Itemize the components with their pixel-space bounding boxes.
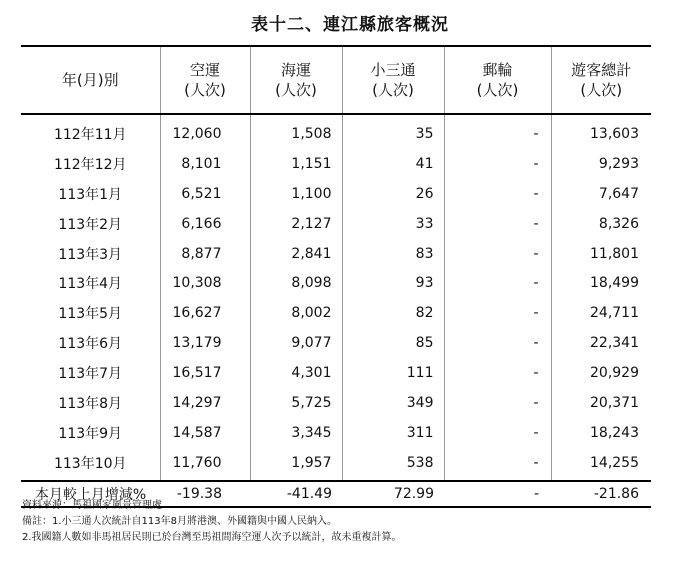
mini-three-links-cell: 93 [342,268,444,298]
total-cell: 22,341 [551,328,651,358]
cruise-cell: - [444,149,551,179]
cruise-cell: - [444,358,551,388]
sea-cell: 1,100 [250,179,342,209]
sea-cell: 1,508 [250,119,342,149]
period-cell: 113年8月 [58,395,123,412]
table-row [21,268,651,298]
table-row [21,149,651,179]
table-row [21,239,651,269]
period-cell: 113年10月 [53,455,127,472]
column-header-cruise: 郵輪 (人次) [444,46,551,114]
total-cell: 24,711 [551,298,651,328]
mini-three-links-cell: 538 [342,448,444,481]
column-header-period: 年(月)別 [61,71,119,89]
total-cell: 7,647 [551,179,651,209]
summary-sea: -41.49 [286,485,332,502]
period-cell: 113年5月 [58,306,123,323]
table-row [21,358,651,388]
period-cell: 113年2月 [58,216,123,233]
sea-cell: 9,077 [250,328,342,358]
air-cell: 12,060 [160,119,250,149]
mini-three-links-cell: 83 [342,239,444,269]
mini-three-links-cell: 311 [342,418,444,448]
air-cell: 8,101 [160,149,250,179]
remark-note-2: 2.我國籍人數如非馬祖居民則已於台灣至馬祖間海空運人次予以統計，故未重複計算。 [22,532,402,543]
sea-cell: 2,127 [250,209,342,239]
table-row [21,418,651,448]
sea-cell: 8,002 [250,298,342,328]
table-row [21,448,651,481]
mini-three-links-cell: 82 [342,298,444,328]
sea-cell: 5,725 [250,388,342,418]
table-row [21,328,651,358]
total-cell: 18,243 [551,418,651,448]
total-cell: 18,499 [551,268,651,298]
sea-cell: 1,957 [250,448,342,481]
column-header-mini-three-links: 小三通 (人次) [342,46,444,114]
cruise-cell: - [444,418,551,448]
total-cell: 11,801 [551,239,651,269]
sea-cell: 1,151 [250,149,342,179]
period-cell: 113年4月 [58,276,123,293]
air-cell: 16,517 [160,358,250,388]
cruise-cell: - [444,448,551,481]
cruise-cell: - [444,209,551,239]
air-cell: 6,166 [160,209,250,239]
source-note: 資料來源：馬祖國家風景管理處 [22,500,162,511]
cruise-cell: - [444,388,551,418]
cruise-cell: - [444,268,551,298]
air-cell: 11,760 [160,448,250,481]
total-cell: 8,326 [551,209,651,239]
table-row [21,209,651,239]
sea-cell: 2,841 [250,239,342,269]
mini-three-links-cell: 26 [342,179,444,209]
table-title: 表十二、連江縣旅客概況 [251,15,449,35]
air-cell: 10,308 [160,268,250,298]
table-row [21,119,651,149]
sea-cell: 4,301 [250,358,342,388]
sea-cell: 3,345 [250,418,342,448]
table-row [21,298,651,328]
air-cell: 14,297 [160,388,250,418]
summary-air: -19.38 [176,485,222,502]
summary-cruise: - [533,485,539,502]
footnotes [22,498,402,546]
mini-three-links-cell: 111 [342,358,444,388]
cruise-cell: - [444,328,551,358]
mini-three-links-cell: 33 [342,209,444,239]
period-cell: 113年3月 [58,246,123,263]
period-cell: 112年11月 [53,126,127,143]
table-row [21,388,651,418]
total-cell: 14,255 [551,448,651,481]
total-cell: 9,293 [551,149,651,179]
air-cell: 13,179 [160,328,250,358]
remark-note-1: 備註：1.小三通人次統計自113年8月將港澳、外國籍與中國人民納入。 [22,516,337,527]
column-header-sea: 海運 (人次) [250,46,342,114]
air-cell: 6,521 [160,179,250,209]
mini-three-links-cell: 349 [342,388,444,418]
period-cell: 113年9月 [58,425,123,442]
header-row [21,46,651,114]
passenger-table [21,45,651,508]
total-cell: 13,603 [551,119,651,149]
cruise-cell: - [444,298,551,328]
total-cell: 20,929 [551,358,651,388]
period-cell: 113年1月 [58,186,123,203]
mini-three-links-cell: 35 [342,119,444,149]
air-cell: 14,587 [160,418,250,448]
period-cell: 113年6月 [58,336,123,353]
summary-total: -21.86 [593,485,639,502]
column-header-air: 空運 (人次) [160,46,250,114]
period-cell: 112年12月 [53,156,127,173]
total-cell: 20,371 [551,388,651,418]
sea-cell: 8,098 [250,268,342,298]
cruise-cell: - [444,239,551,269]
air-cell: 16,627 [160,298,250,328]
mini-three-links-cell: 85 [342,328,444,358]
summary-mini-three-links: 72.99 [393,485,434,502]
summary-label: 本月較上月增減% [34,486,147,503]
cruise-cell: - [444,119,551,149]
cruise-cell: - [444,179,551,209]
air-cell: 8,877 [160,239,250,269]
table-row [21,179,651,209]
column-header-total: 遊客總計 (人次) [551,46,651,114]
mini-three-links-cell: 41 [342,149,444,179]
period-cell: 113年7月 [58,366,123,383]
